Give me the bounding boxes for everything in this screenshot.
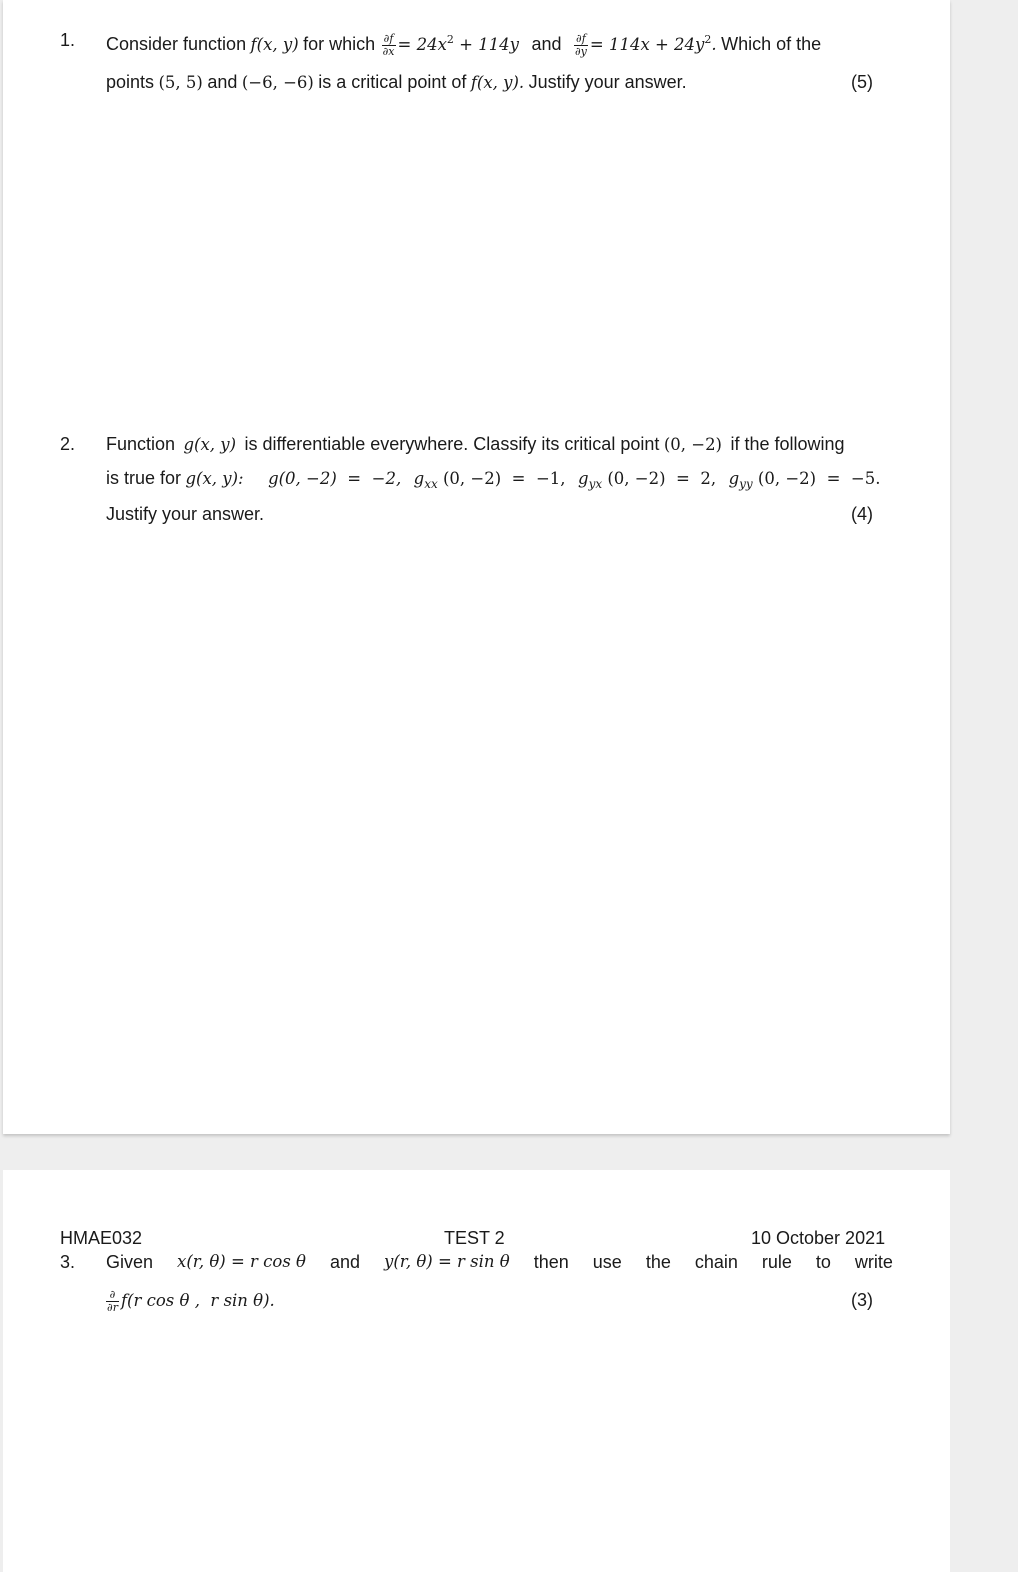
text: points: [106, 72, 155, 92]
question-number: 2.: [60, 434, 76, 454]
exam-page-1: [3, 0, 950, 1134]
text: Given: [106, 1252, 154, 1272]
partial-f-partial-y: $\frac{\partial f}{\partial y}$: [574, 32, 587, 59]
header-date: 10 October 2021: [751, 1228, 886, 1248]
math-point: (0, −2): [663, 435, 722, 454]
header-course-code: HMAE032: [60, 1228, 143, 1248]
text: and: [329, 1252, 361, 1272]
question-3-line-2: [106, 1284, 275, 1318]
math-x-equation: x(r, θ) = r cos θ: [177, 1252, 306, 1271]
math-value-gyy: $g_{yy}$ (0, −2) = −5.: [728, 469, 881, 491]
math-f-xy: f(x, y): [250, 35, 299, 54]
text: is true for: [106, 468, 182, 488]
text: the: [645, 1252, 671, 1272]
math-expression: f(r cos θ , r sin θ).: [120, 1291, 275, 1310]
text: is a critical point of: [318, 72, 467, 92]
text: Justify your answer.: [106, 504, 265, 524]
text: use: [592, 1252, 622, 1272]
exam-page-2: [3, 1170, 950, 1572]
equation-df-dx: = $24x^2 + 114y$: [397, 33, 520, 54]
math-value-gxx: $g_{xx}$ (0, −2) = −1,: [413, 469, 566, 491]
math-point: (5, 5): [158, 73, 203, 92]
text: Which of the: [721, 34, 822, 54]
math-value-gyx: $g_{yx}$ (0, −2) = 2,: [578, 469, 717, 491]
text: if the following: [730, 434, 845, 454]
question-2-line-2: [106, 466, 881, 496]
text: Justify your answer.: [528, 72, 687, 92]
text: then: [533, 1252, 569, 1272]
question-2-line-1: [106, 432, 845, 458]
text: chain: [694, 1252, 738, 1272]
question-1-line-1: [106, 23, 821, 57]
text: rule: [761, 1252, 792, 1272]
text: Consider function: [106, 34, 247, 54]
math-g-xy: g(x, y): [183, 435, 237, 454]
marks-badge: (4): [851, 504, 873, 524]
math-f-xy: f(x, y).: [470, 73, 525, 92]
text: and: [207, 72, 238, 92]
text: Function: [106, 434, 176, 454]
marks-badge: (3): [851, 1290, 873, 1310]
math-y-equation: y(r, θ) = r sin θ: [384, 1252, 510, 1271]
question-number: 3.: [60, 1252, 76, 1272]
text: to: [815, 1252, 831, 1272]
question-3-line-1: [106, 1250, 893, 1274]
question-1-line-2: [106, 70, 687, 96]
marks-badge: (5): [851, 72, 873, 92]
math-g-xy: g(x, y):: [185, 469, 244, 488]
text: is differentiable everywhere. Classify its critical point: [244, 434, 660, 454]
equation-df-dy: = $114x + 24y^2$.: [589, 33, 717, 54]
partial-f-partial-x: $\frac{\partial f}{\partial x}$: [382, 32, 395, 59]
text: write: [854, 1252, 893, 1272]
math-value-g: g(0, −2) = −2,: [268, 469, 402, 488]
header-test-title: TEST 2: [444, 1228, 505, 1248]
text: for which: [303, 34, 376, 54]
math-point: (−6, −6): [241, 73, 314, 92]
partial-derivative-r: $\frac{\partial}{\partial r}$: [107, 1288, 118, 1315]
question-number: 1.: [60, 30, 76, 50]
text: and: [531, 34, 562, 54]
